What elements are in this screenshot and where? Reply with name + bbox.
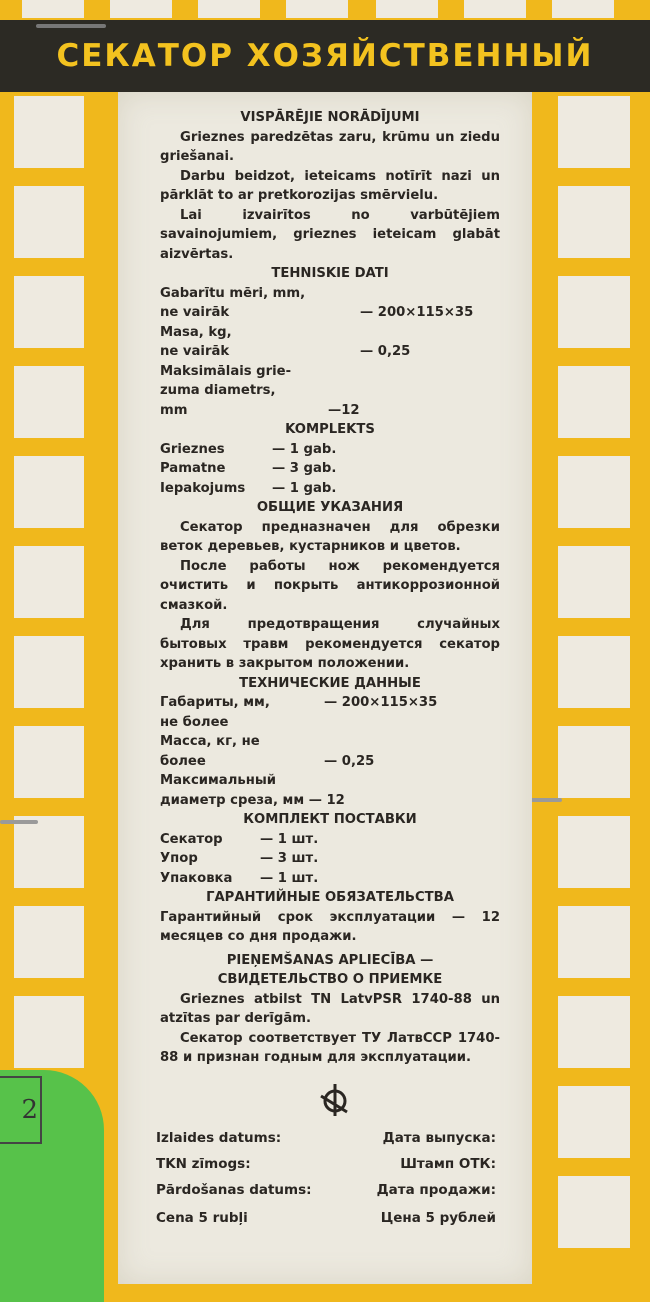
film-hole: [552, 0, 614, 18]
film-hole: [14, 366, 84, 438]
ru-tech-label: Габариты, мм,: [160, 695, 270, 710]
lv-heading-general: VISPĀRĒJIE NORĀDĪJUMI: [240, 110, 420, 125]
kit-qty: — 3 шт.: [260, 851, 319, 866]
film-hole: [14, 186, 84, 258]
footer-label-lv: Izlaides datums:: [156, 1130, 282, 1146]
price-ru: Цена 5 рублей: [380, 1210, 496, 1226]
film-hole: [376, 0, 438, 18]
footer-row: [156, 1130, 496, 1146]
product-title: СЕКАТОР ХОЗЯЙСТВЕННЫЙ: [56, 38, 594, 74]
ru-tech-value: — 0,25: [324, 753, 375, 769]
ru-tech-label: не более: [160, 714, 229, 730]
film-hole: [558, 996, 630, 1068]
film-hole: [14, 636, 84, 708]
film-hole: [14, 816, 84, 888]
film-hole: [22, 0, 84, 18]
film-hole: [14, 906, 84, 978]
film-hole: [198, 0, 260, 18]
footer-row: [156, 1182, 496, 1198]
film-hole: [286, 0, 348, 18]
lv-tech-value: — 0,25: [360, 344, 411, 359]
ru-tech-label: Максимальный: [160, 773, 276, 788]
lv-kit-row: [160, 440, 500, 460]
ru-kit-row: [160, 849, 500, 869]
lv-para-1: Grieznes paredzētas zaru, krūmu un ziedu griešanai.: [160, 129, 500, 164]
lv-tech-label: mm: [160, 402, 188, 418]
film-hole: [558, 276, 630, 348]
film-hole: [558, 546, 630, 618]
footer-label-ru: Штамп ОТК:: [400, 1156, 496, 1172]
lv-tech-label: Maksimālais grie-: [160, 363, 292, 379]
accept-text-ru: Секатор соответствует ТУ ЛатвССР 1740-88 и признан годным для эксплуатации.: [160, 1030, 500, 1065]
lv-tech-label: ne vairāk: [160, 344, 230, 359]
lv-tech-row: [160, 323, 500, 362]
accept-heading-lv: PIEŅEMŠANAS APLIECĪBA —: [226, 952, 434, 968]
ru-para-2: После работы нож рекомендуется очистить и покрыть антикоррозионной смазкой.: [160, 558, 500, 613]
ru-heading-kit: КОМПЛЕКТ ПОСТАВКИ: [243, 812, 417, 827]
film-hole: [558, 1086, 630, 1158]
lv-tech-value: — 200×115×35: [360, 305, 474, 320]
film-hole: [558, 636, 630, 708]
lv-kit-row: [160, 479, 500, 499]
lv-para-3: Lai izvairītos no varbūtējiem savainojumiem, grieznes ieteicam glabāt aizvērtas.: [160, 207, 500, 262]
price-lv: Cena 5 rubļi: [156, 1210, 248, 1226]
quality-mark-icon: [317, 1082, 353, 1118]
film-hole: [110, 0, 172, 18]
lv-heading-kit: KOMPLEKTS: [285, 422, 375, 437]
lv-heading-tech: TEHNISKIE DATI: [271, 266, 389, 281]
ru-tech-row: [160, 752, 500, 772]
ru-heading-warranty: ГАРАНТИЙНЫЕ ОБЯЗАТЕЛЬСТВА: [206, 890, 454, 905]
film-hole: [14, 996, 84, 1068]
accept-heading-ru: СВИДЕТЕЛЬСТВО О ПРИЕМКЕ: [217, 972, 443, 987]
film-hole: [558, 96, 630, 168]
film-hole: [14, 456, 84, 528]
kit-item: Упор: [160, 851, 198, 866]
film-hole: [464, 0, 526, 18]
ru-para-1: Секатор предназначен для обрезки веток деревьев, кустарников и цветов.: [160, 519, 500, 554]
kit-item: Упаковка: [160, 870, 233, 886]
ru-tech-label: Масса, кг, не: [160, 734, 260, 749]
footer-label-ru: Дата выпуска:: [382, 1130, 496, 1146]
kit-item: Grieznes: [160, 441, 225, 457]
ru-tech-label: более: [160, 753, 206, 769]
kit-qty: — 1 шт.: [260, 870, 319, 886]
kit-qty: — 1 шт.: [260, 831, 319, 847]
film-hole: [558, 186, 630, 258]
lv-tech-row: [160, 284, 500, 323]
staple: [36, 24, 106, 28]
film-hole: [558, 456, 630, 528]
footer-label-lv: Pārdošanas datums:: [156, 1182, 312, 1198]
kit-qty: — 1 gab.: [272, 441, 337, 457]
film-hole: [14, 546, 84, 618]
kit-qty: — 1 gab.: [272, 480, 337, 496]
corner-stamp: 2: [0, 1076, 42, 1144]
lv-tech-label: zuma diametrs,: [160, 383, 276, 398]
kit-item: Секатор: [160, 831, 223, 847]
film-hole: [558, 816, 630, 888]
lv-para-2: Darbu beidzot, ieteicams notīrīt nazi un pārklāt to ar pretkorozijas smērvielu.: [160, 168, 500, 203]
ru-para-3: Для предотвращения случайных бытовых травм рекомендуется секатор хранить в закрытом положении.: [160, 617, 500, 671]
lv-tech-label: ne vairāk: [160, 305, 230, 320]
instruction-text: [160, 108, 500, 1068]
lv-kit-row: [160, 459, 500, 479]
film-hole: [558, 366, 630, 438]
film-hole: [558, 726, 630, 798]
kit-qty: — 3 gab.: [272, 461, 337, 476]
lv-tech-label: Masa, kg,: [160, 324, 232, 340]
ru-tech-label: диаметр среза, мм — 12: [160, 792, 345, 808]
film-hole: [558, 1176, 630, 1248]
ru-heading-general: ОБЩИЕ УКАЗАНИЯ: [256, 500, 404, 515]
lv-tech-value: —12: [328, 402, 360, 418]
staple: [0, 820, 38, 824]
ru-kit-row: [160, 869, 500, 889]
film-hole: [14, 726, 84, 798]
film-hole: [14, 276, 84, 348]
ru-tech-value: — 200×115×35: [324, 695, 438, 710]
ru-kit-row: [160, 830, 500, 850]
ru-tech-row: [160, 693, 500, 713]
footer-row: [156, 1156, 496, 1172]
footer-label-lv: TKN zīmogs:: [156, 1156, 251, 1172]
kit-item: Iepakojums: [160, 480, 246, 496]
accept-text-lv: Grieznes atbilst TN LatvPSR 1740-88 un atzītas par derīgām.: [160, 991, 500, 1026]
footer-label-ru: Дата продажи:: [376, 1182, 496, 1198]
film-hole: [558, 906, 630, 978]
ru-heading-tech: ТЕХНИЧЕСКИЕ ДАННЫЕ: [239, 675, 421, 691]
lv-tech-label: Gabarītu mēri, mm,: [160, 285, 306, 301]
ru-warranty-text: Гарантийный срок эксплуатации — 12 месяцев со дня продажи.: [160, 909, 500, 944]
footer-row: [156, 1210, 496, 1226]
kit-item: Pamatne: [160, 461, 226, 476]
film-hole: [14, 96, 84, 168]
lv-tech-row: [160, 362, 500, 421]
